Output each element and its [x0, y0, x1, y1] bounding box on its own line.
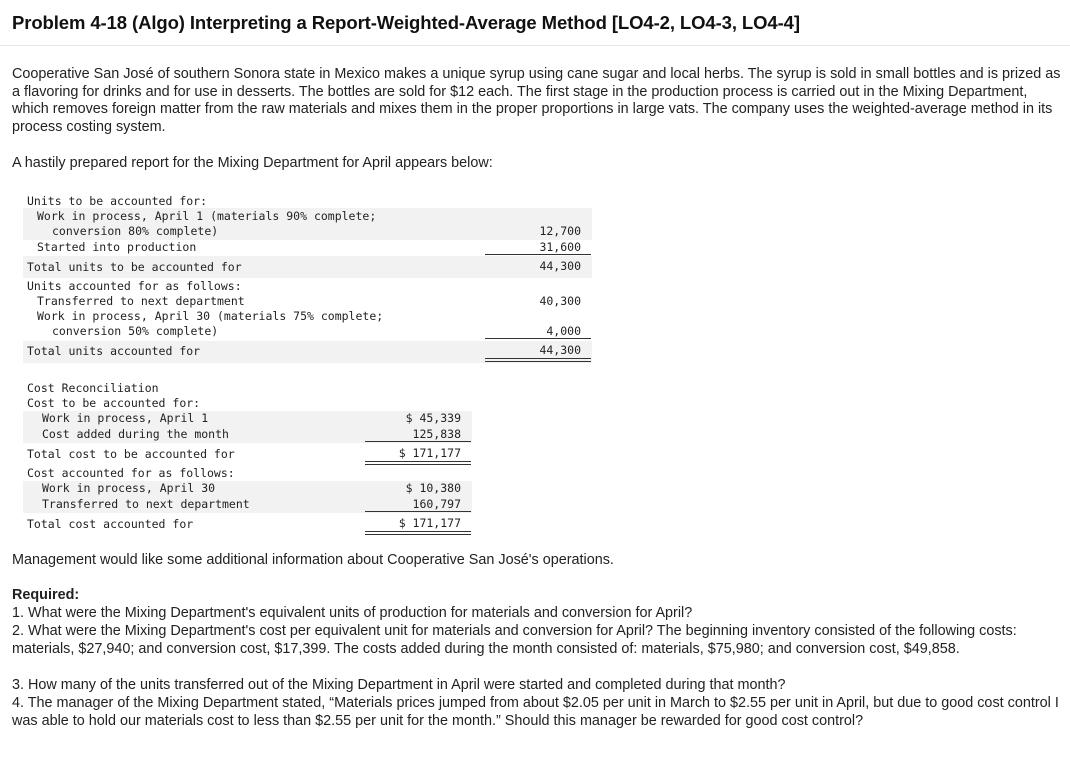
- units-wip-end-label: Work in process, April 30 (materials 75% complete;: [37, 309, 384, 323]
- title-divider: [0, 45, 1070, 46]
- required-heading: Required:: [12, 587, 80, 603]
- units-wip-begin-value: 12,700: [539, 224, 581, 238]
- question-4: 4. The manager of the Mixing Department stated, “Materials prices jumped from about $2.05 per unit in March to $2.55 per unit in April, but due to good cost control I was able to hold our materials cost to less than $2.55 per unit for the month.” Should this manager be rewarded for good cost control?: [12, 695, 1059, 729]
- intro-paragraph: Cooperative San José of southern Sonora state in Mexico makes a unique syrup using cane sugar and local herbs. The syrup is sold in small bottles and is prized as a flavoring for drinks and for use in desserts. The bottles are sold for $12 each. The first stage in the production process is carried out in the Mixing Department, which removes foreign matter from the raw materials and mixes them in the proper proportions in large vats. The company uses the weighted-average method in its process costing system.: [12, 66, 1061, 135]
- question-3: 3. How many of the units transferred out of the Mixing Department in April were started and completed during that month?: [12, 677, 786, 693]
- cost-heading: Cost Reconciliation: [27, 381, 159, 395]
- page-title: Problem 4-18 (Algo) Interpreting a Report-Weighted-Average Method [LO4-2, LO4-3, LO4-4]: [12, 12, 800, 33]
- management-note: Management would like some additional information about Cooperative San José's operations.: [12, 552, 614, 568]
- cost-to-account-heading: Cost to be accounted for:: [27, 396, 201, 410]
- cost-added-value: 125,838: [412, 427, 461, 441]
- question-2: 2. What were the Mixing Department's cost per equivalent unit for materials and conversion for April? The beginning inventory consisted of the following costs: materials, $27,940; and conversion cost, $17,399. The costs added during the month consisted of: materials, $75,980; and conversion cost, $49,858.: [12, 623, 1017, 657]
- cost-total-to-account-label: Total cost to be accounted for: [27, 447, 235, 461]
- units-total-accounted-value: 44,300: [539, 343, 581, 357]
- units-started-label: Started into production: [37, 240, 197, 254]
- cost-transferred-value: 160,797: [412, 497, 461, 511]
- units-heading: Units to be accounted for:: [27, 194, 208, 208]
- cost-total-to-account-value: $ 171,177: [398, 446, 461, 460]
- cost-wip-begin-value: $ 45,339: [405, 411, 461, 425]
- cost-added-label: Cost added during the month: [42, 427, 229, 441]
- cost-accounted-heading: Cost accounted for as follows:: [27, 466, 235, 480]
- units-total-to-account-value: 44,300: [539, 259, 581, 273]
- cost-transferred-label: Transferred to next department: [42, 497, 250, 511]
- units-wip-end-value: 4,000: [546, 324, 581, 338]
- cost-wip-begin-label: Work in process, April 1: [42, 411, 209, 425]
- units-total-to-account-label: Total units to be accounted for: [27, 260, 242, 274]
- cost-total-accounted-value: $ 171,177: [398, 516, 461, 530]
- units-wip-begin-label-2: conversion 80% complete): [52, 224, 219, 238]
- cost-total-accounted-label: Total cost accounted for: [27, 517, 194, 531]
- units-started-value: 31,600: [539, 240, 581, 254]
- units-wip-begin-label: Work in process, April 1 (materials 90% complete;: [37, 209, 377, 223]
- report-intro: A hastily prepared report for the Mixing Department for April appears below:: [12, 155, 493, 171]
- units-wip-end-label-2: conversion 50% complete): [52, 324, 219, 338]
- question-1: 1. What were the Mixing Department's equivalent units of production for materials and conversion for April?: [12, 605, 693, 621]
- units-total-accounted-label: Total units accounted for: [27, 344, 201, 358]
- units-transferred-value: 40,300: [539, 294, 581, 308]
- units-accounted-heading: Units accounted for as follows:: [27, 279, 242, 293]
- cost-wip-end-label: Work in process, April 30: [42, 481, 216, 495]
- cost-wip-end-value: $ 10,380: [405, 481, 461, 495]
- units-transferred-label: Transferred to next department: [37, 294, 245, 308]
